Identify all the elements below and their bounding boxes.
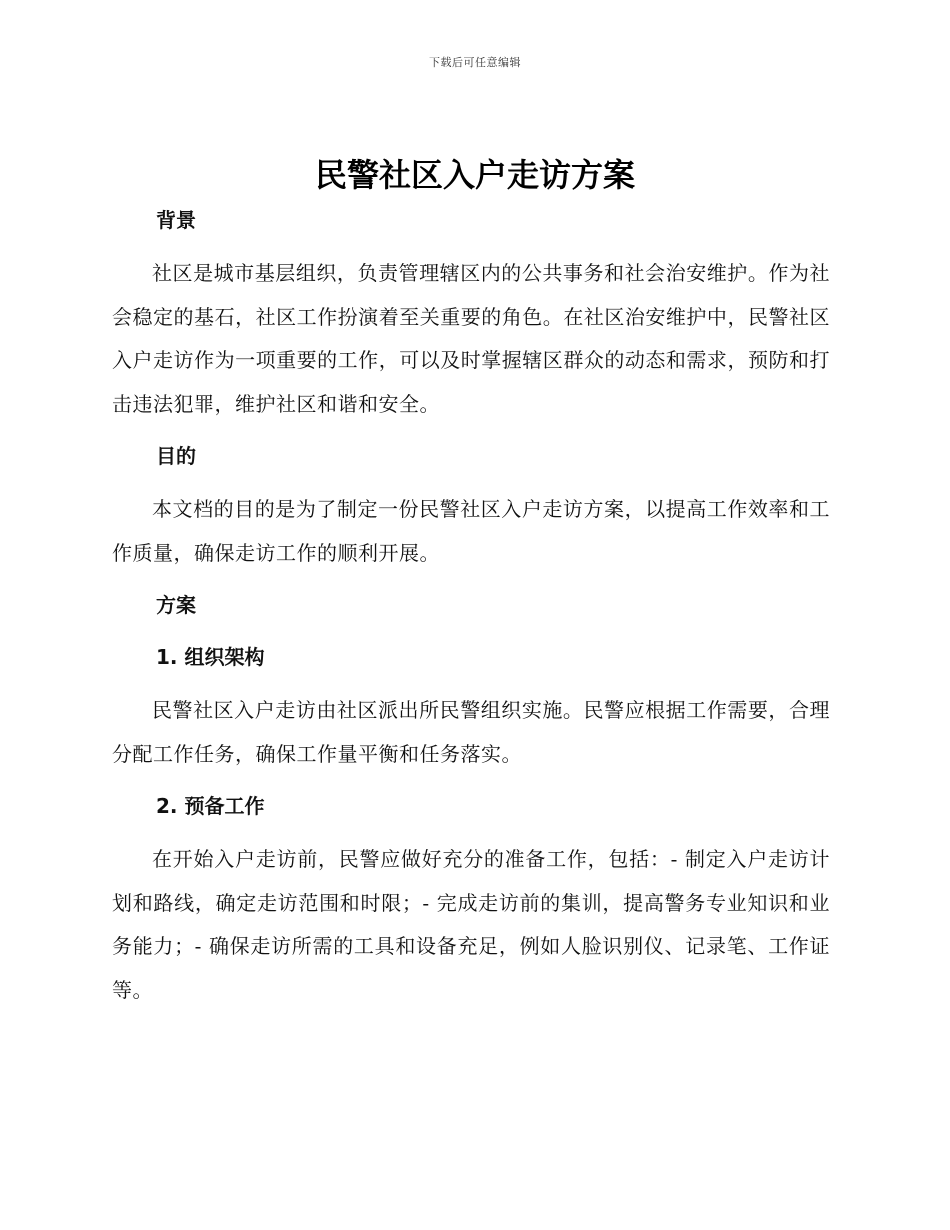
- section-heading-purpose: 目的: [156, 444, 196, 468]
- section-heading-background: 背景: [156, 208, 196, 232]
- section-paragraph-preparation: 在开始入户走访前，民警应做好充分的准备工作，包括：- 制定入户走访计划和路线，确定走访范围和时限；- 完成走访前的集训，提高警务专业知识和业务能力；- 确保走访所需的工具和设备充足，例如人脸识别仪、记录笔、工作证等。: [112, 847, 830, 1002]
- section-paragraph-background: 社区是城市基层组织，负责管理辖区内的公共事务和社会治安维护。作为社会稳定的基石，社区工作扮演着至关重要的角色。在社区治安维护中，民警社区入户走访作为一项重要的工作，可以及时掌握辖区群众的动态和需求，预防和打击违法犯罪，维护社区和谐和安全。: [112, 261, 830, 416]
- document-title: 民警社区入户走访方案: [314, 156, 635, 194]
- section-heading-organization: 1. 组织架构: [156, 645, 265, 669]
- section-heading-plan: 方案: [156, 593, 196, 617]
- document-body: [112, 200, 830, 1012]
- section-paragraph-purpose: 本文档的目的是为了制定一份民警社区入户走访方案，以提高工作效率和工作质量，确保走访工作的顺利开展。: [112, 497, 830, 565]
- section-paragraph-organization: 民警社区入户走访由社区派出所民警组织实施。民警应根据工作需要，合理分配工作任务，确保工作量平衡和任务落实。: [112, 698, 830, 766]
- header-note: 下载后可任意编辑: [429, 56, 521, 69]
- section-heading-preparation: 2. 预备工作: [156, 794, 265, 818]
